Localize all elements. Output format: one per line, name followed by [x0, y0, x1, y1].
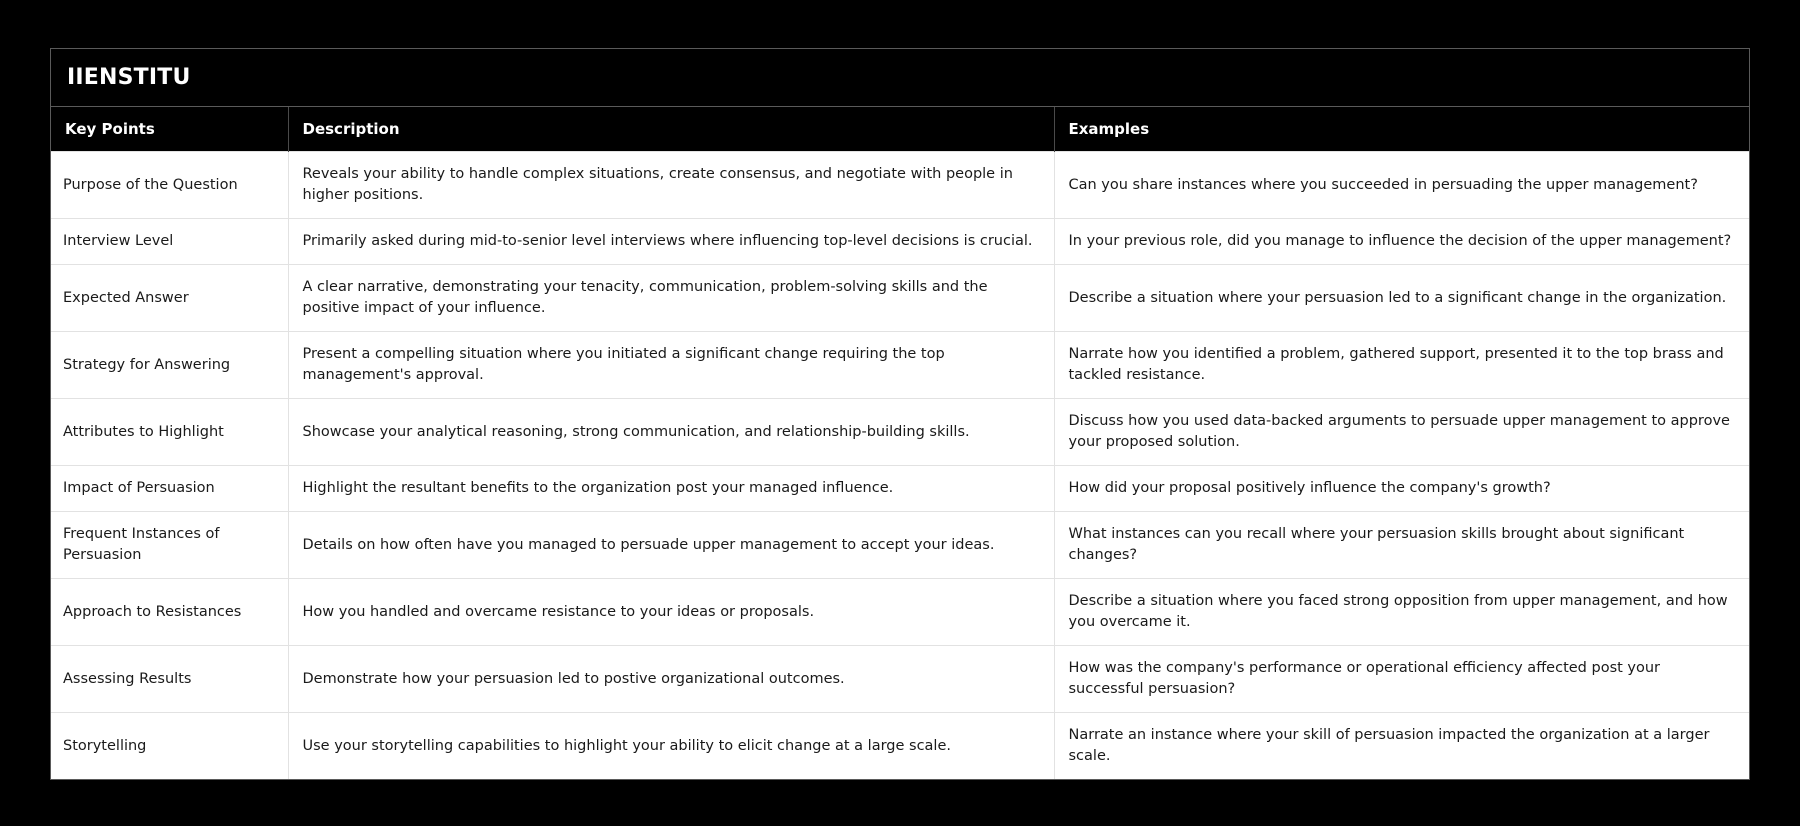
info-table-container: [50, 48, 1750, 780]
cell-key-points: Interview Level: [51, 219, 288, 265]
table-row: [51, 332, 1749, 399]
key-points-table: [51, 49, 1749, 779]
cell-key-points: Attributes to Highlight: [51, 399, 288, 466]
column-header-row: [51, 107, 1749, 152]
cell-description: Use your storytelling capabilities to highlight your ability to elicit change at a large scale.: [288, 713, 1054, 780]
cell-examples: How was the company's performance or operational efficiency affected post your successful persuasion?: [1054, 646, 1749, 713]
cell-examples: In your previous role, did you manage to influence the decision of the upper management?: [1054, 219, 1749, 265]
cell-examples: How did your proposal positively influence the company's growth?: [1054, 466, 1749, 512]
cell-examples: Narrate an instance where your skill of persuasion impacted the organization at a larger scale.: [1054, 713, 1749, 780]
column-header-description: Description: [288, 107, 1054, 152]
table-body: [51, 152, 1749, 780]
cell-description: A clear narrative, demonstrating your tenacity, communication, problem-solving skills and the positive impact of your influence.: [288, 265, 1054, 332]
table-row: [51, 713, 1749, 780]
cell-examples: Can you share instances where you succeeded in persuading the upper management?: [1054, 152, 1749, 219]
cell-key-points: Assessing Results: [51, 646, 288, 713]
cell-key-points: Purpose of the Question: [51, 152, 288, 219]
cell-description: Demonstrate how your persuasion led to postive organizational outcomes.: [288, 646, 1054, 713]
cell-description: Present a compelling situation where you initiated a significant change requiring the top management's approval.: [288, 332, 1054, 399]
table-row: [51, 265, 1749, 332]
table-row: [51, 399, 1749, 466]
cell-key-points: Frequent Instances of Persuasion: [51, 512, 288, 579]
table-row: [51, 579, 1749, 646]
table-row: [51, 152, 1749, 219]
cell-description: Showcase your analytical reasoning, strong communication, and relationship-building skills.: [288, 399, 1054, 466]
cell-examples: Discuss how you used data-backed arguments to persuade upper management to approve your proposed solution.: [1054, 399, 1749, 466]
cell-key-points: Strategy for Answering: [51, 332, 288, 399]
brand-title-row: [51, 49, 1749, 107]
cell-examples: What instances can you recall where your persuasion skills brought about significant changes?: [1054, 512, 1749, 579]
cell-examples: Describe a situation where you faced strong opposition from upper management, and how you overcame it.: [1054, 579, 1749, 646]
cell-description: Details on how often have you managed to persuade upper management to accept your ideas.: [288, 512, 1054, 579]
cell-examples: Narrate how you identified a problem, gathered support, presented it to the top brass and tackled resistance.: [1054, 332, 1749, 399]
cell-key-points: Impact of Persuasion: [51, 466, 288, 512]
table-row: [51, 646, 1749, 713]
column-header-examples: Examples: [1054, 107, 1749, 152]
column-header-key-points: Key Points: [51, 107, 288, 152]
table-row: [51, 466, 1749, 512]
table-row: [51, 219, 1749, 265]
cell-key-points: Approach to Resistances: [51, 579, 288, 646]
cell-description: Reveals your ability to handle complex situations, create consensus, and negotiate with people in higher positions.: [288, 152, 1054, 219]
page-title: IIENSTITU: [51, 49, 1749, 107]
cell-description: Highlight the resultant benefits to the organization post your managed influence.: [288, 466, 1054, 512]
cell-description: How you handled and overcame resistance to your ideas or proposals.: [288, 579, 1054, 646]
table-head: [51, 49, 1749, 152]
cell-key-points: Storytelling: [51, 713, 288, 780]
table-row: [51, 512, 1749, 579]
cell-description: Primarily asked during mid-to-senior level interviews where influencing top-level decisions is crucial.: [288, 219, 1054, 265]
cell-key-points: Expected Answer: [51, 265, 288, 332]
cell-examples: Describe a situation where your persuasion led to a significant change in the organization.: [1054, 265, 1749, 332]
